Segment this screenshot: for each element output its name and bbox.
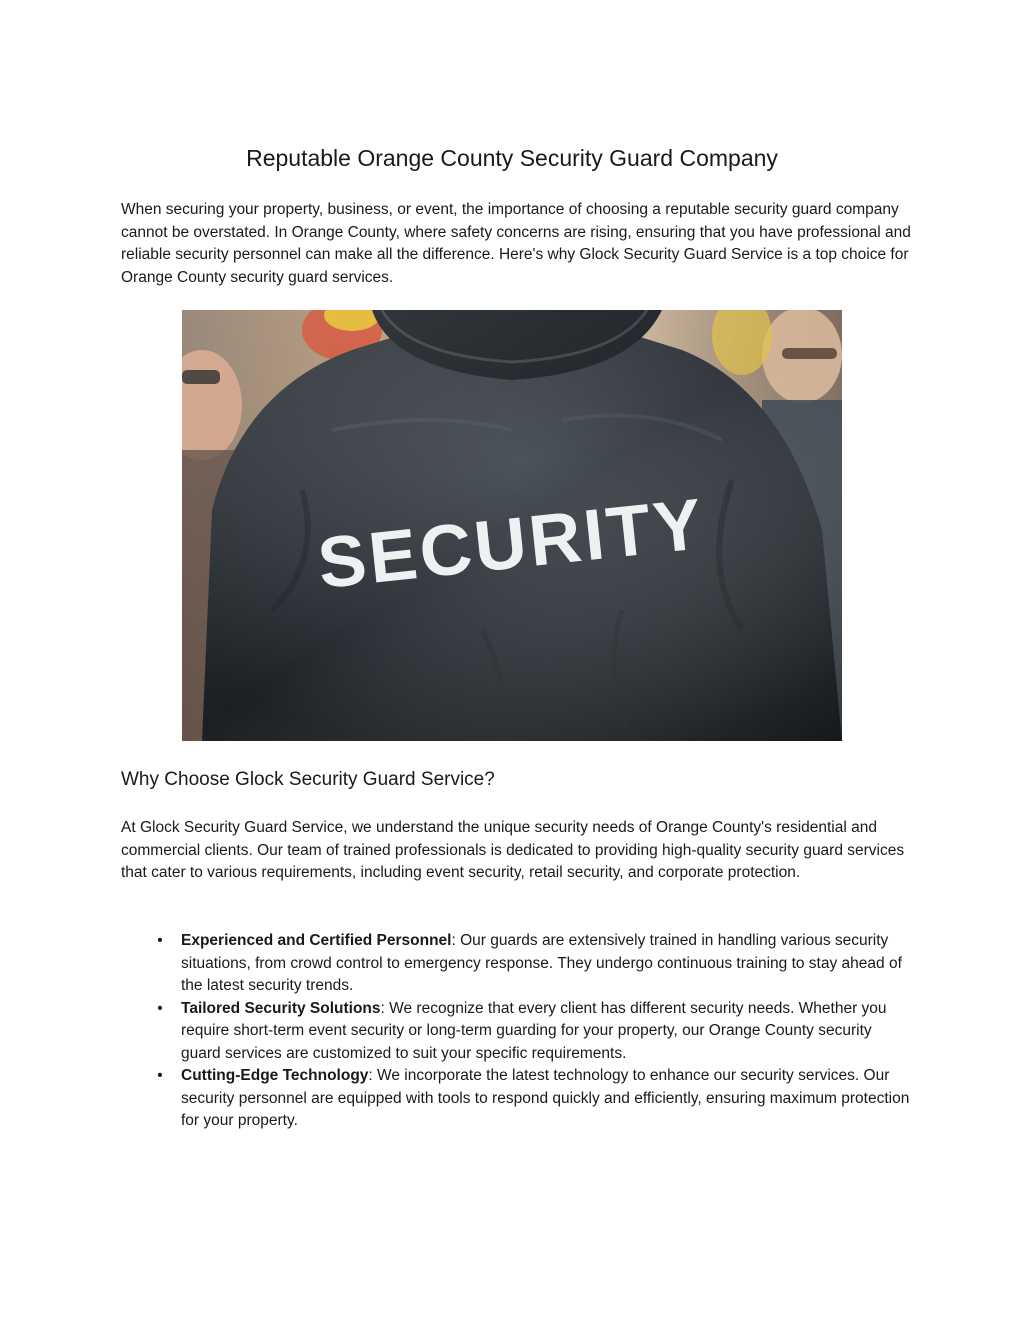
section-heading: Why Choose Glock Security Guard Service? — [121, 769, 495, 790]
list-item — [157, 930, 911, 998]
bullet-icon: • — [157, 932, 163, 949]
bullet-icon: • — [157, 1067, 163, 1084]
list-item-text: : We recognize that every client has different security needs. Whether you require short-term event security or long-term guarding for your property, our Orange County security guard services are customized to suit your specific requirements. — [181, 999, 887, 1062]
features-list — [157, 930, 911, 1133]
list-item-term: Experienced and Certified Personnel — [181, 932, 452, 949]
intro-paragraph: When securing your property, business, or event, the importance of choosing a reputable security guard company cannot be overstated. In Orange County, where safety concerns are rising, ensuring that you have professional and reliable security personnel can make all the difference. Here's why Glock Security Guard Service is a top choice for Orange County security guard services. — [121, 201, 911, 286]
list-item — [157, 998, 911, 1066]
bullet-icon: • — [157, 999, 163, 1017]
list-item — [157, 1065, 911, 1133]
jacket-security-text: SECURITY — [314, 483, 709, 605]
list-item-term: Tailored Security Solutions — [181, 999, 381, 1017]
page-title: Reputable Orange County Security Guard Company — [246, 145, 778, 171]
list-item-text: : Our guards are extensively trained in handling various security situations, from crowd control to emergency response. They undergo continuous training to stay ahead of the latest security trends. — [181, 932, 902, 994]
list-item-term: Cutting-Edge Technology — [181, 1067, 369, 1084]
list-item-text: : We incorporate the latest technology to enhance our security services. Our security personnel are equipped with tools to respond quickly and efficiently, ensuring maximum protection for your property. — [181, 1067, 910, 1129]
section-body: At Glock Security Guard Service, we understand the unique security needs of Orange County's residential and commercial clients. Our team of trained professionals is dedicated to providing high-quality security guard services that cater to various requirements, including event security, retail security, and corporate protection. — [121, 819, 905, 881]
security-jacket-photo — [182, 310, 842, 741]
